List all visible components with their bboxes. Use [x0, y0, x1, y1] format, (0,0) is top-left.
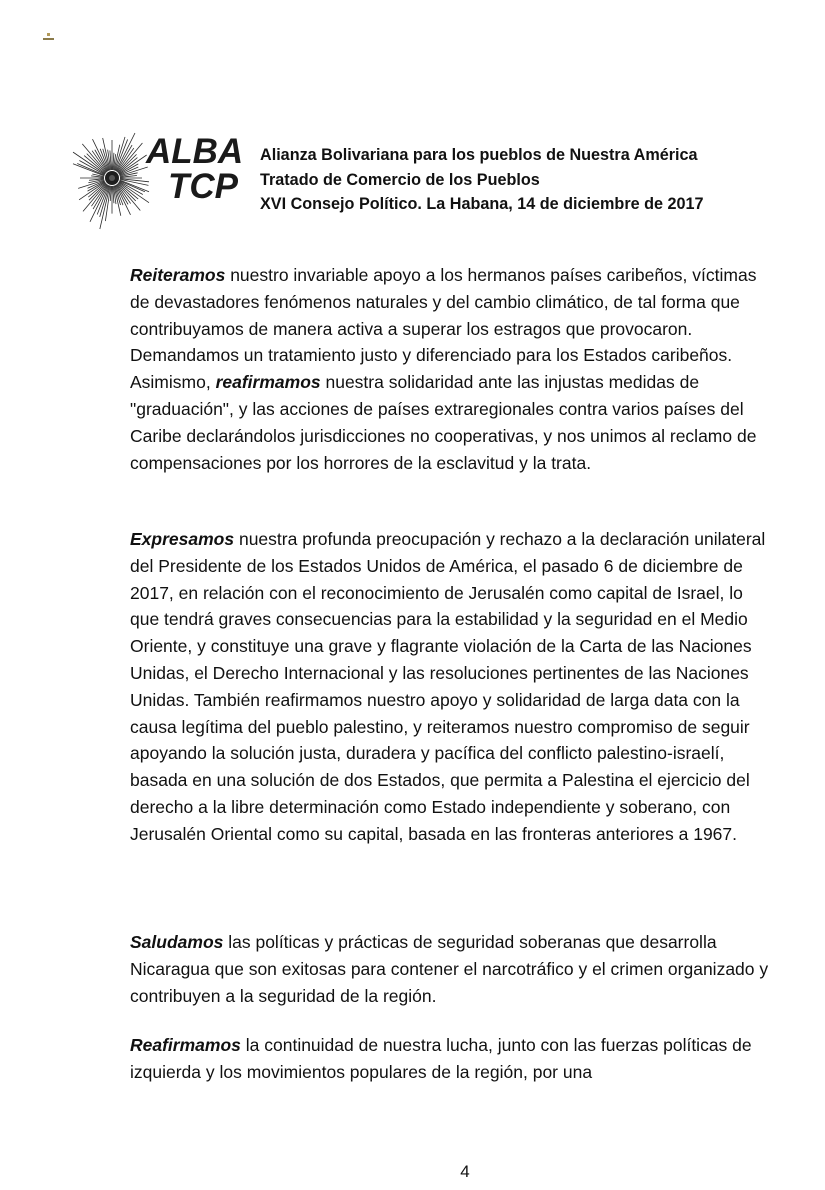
keyword: Expresamos [130, 529, 235, 549]
keyword: Saludamos [130, 932, 224, 952]
logo-ray [118, 184, 141, 211]
paragraph-reafirmamos [130, 1032, 770, 1086]
alba-tcp-logo-text [146, 132, 244, 206]
header-title-block [260, 143, 704, 217]
keyword: Reiteramos [130, 265, 226, 285]
document-header [72, 132, 792, 232]
keyword: Reafirmamos [130, 1035, 241, 1055]
header-line-treaty: Tratado de Comercio de los Pueblos [260, 170, 540, 189]
keyword: reafirmamos [215, 372, 321, 393]
paragraph-text: nuestra profunda preocupación y rechazo a la declaración unilateral del Presidente de los Estados Unidos de América, el pasado 6 de diciembre de 2017, en relación con el reconocimiento de Jerusalén como capital de Israel, lo que tendrá graves consecuencias para la estabilidad y la seguridad en el Medio Oriente, y constituye una grave y flagrante violación de la Carta de las Naciones Unidas, el Derecho Internacional y las resoluciones pertinentes de las Naciones Unidas. También reafirmamos nuestro apoyo y solidaridad de larga data con la causa legítima del pueblo palestino, y reiteramos nuestro compromiso de seguir apoyando la solución justa, duradera y pacífica del conflicto palestino-israelí, basada en una solución de dos Estados, que permita a Palestina el ejercicio del derecho a la libre determinación como Estado independiente y soberano, con Jerusalén Oriental como su capital, basada en las fronteras anteriores a 1967. [130, 529, 766, 844]
paragraph-text: nuestra solidaridad ante las injustas medidas de "graduación", y las acciones de países extraregionales contra varios países del Caribe declarándolos jurisdicciones no cooperativas, y nos unimos al reclamo de compensaciones por los horrores de la esclavitud y la trata. [130, 372, 757, 473]
logo-ray [82, 144, 106, 172]
logo-ray [120, 167, 148, 176]
paragraph-text: las políticas y prácticas de seguridad soberanas que desarrolla Nicaragua que son exitosas para contener el narcotráfico y el crimen organizado y contribuyen a la seguridad de la región. [130, 932, 769, 1006]
paragraph-text: nuestro invariable apoyo a los hermanos países caribeños, víctimas de devastadores fenómenos naturales y del cambio climático, de tal forma que contribuyamos de manera activa a superar los estragos que provocaron. Demandamos un tratamiento justo y diferenciado para los Estados caribeños. Asimismo, [130, 265, 757, 393]
paragraph-reiteramos [130, 262, 770, 476]
paragraph-text: la continuidad de nuestra lucha, junto con las fuerzas políticas de izquierda y los movimientos populares de la región, por una [130, 1035, 752, 1082]
alba-sun-logo-icon [72, 132, 150, 230]
logo-line-alba: ALBA [146, 132, 244, 171]
paragraph-saludamos [130, 929, 770, 1009]
paragraph-expresamos [130, 526, 770, 848]
header-line-council: XVI Consejo Político. La Habana, 14 de diciembre de 2017 [260, 195, 704, 213]
corner-mark [43, 33, 54, 41]
page-number: 4 [460, 1162, 470, 1181]
logo-line-tcp: TCP [168, 167, 238, 206]
header-line-alliance: Alianza Bolivariana para los pueblos de Nuestra América [260, 146, 698, 164]
